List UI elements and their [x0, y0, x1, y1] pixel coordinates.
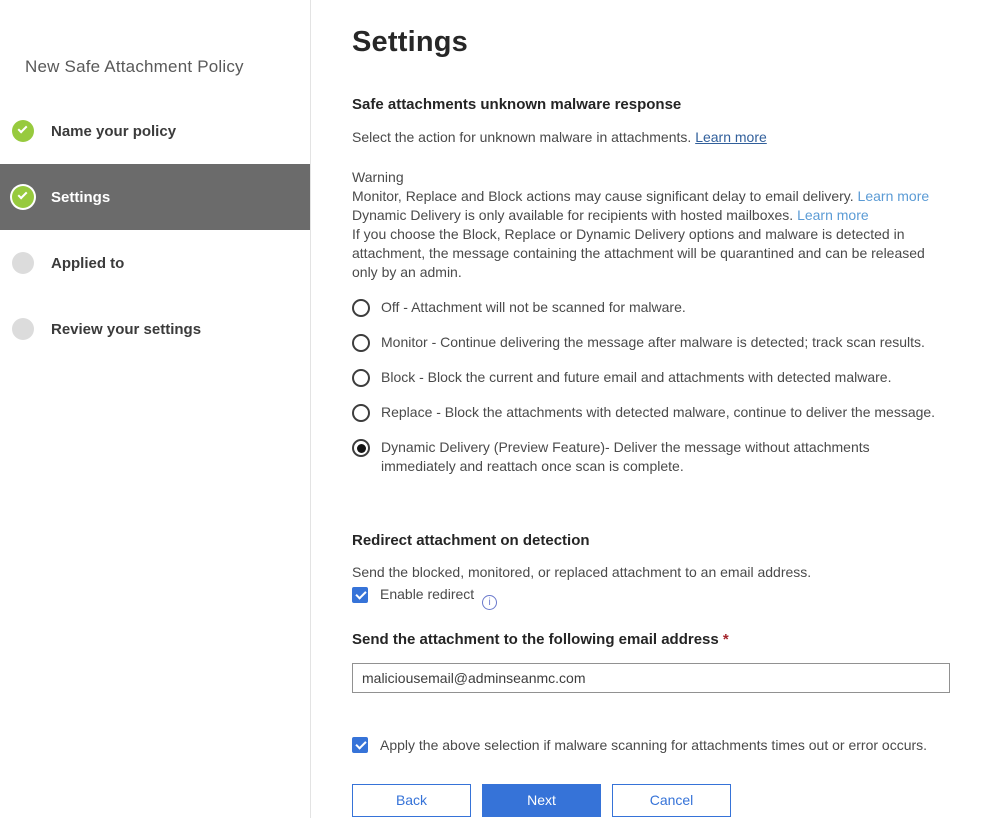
timeout-apply-label: Apply the above selection if malware scanning for attachments times out or error occurs.	[380, 736, 928, 753]
step-applied-to[interactable]	[0, 230, 310, 296]
radio-icon	[352, 439, 370, 457]
step-label: Review your settings	[51, 320, 202, 338]
step-complete-icon	[12, 186, 34, 208]
radio-label: Replace - Block the attachments with detected malware, continue to deliver the message.	[381, 404, 936, 420]
learn-more-link-intro[interactable]: Learn more	[695, 129, 767, 145]
required-marker: *	[722, 630, 729, 648]
redirect-heading: Redirect attachment on detection	[352, 532, 590, 549]
radio-dot	[357, 444, 366, 453]
step-name-your-policy[interactable]	[0, 98, 310, 164]
email-field-label: Send the attachment to the following email address *	[352, 630, 729, 648]
malware-response-heading: Safe attachments unknown malware response	[352, 96, 682, 113]
enable-redirect-checkbox[interactable]	[352, 586, 474, 603]
warning-line-hosted-mailboxes: Dynamic Delivery is only available for recipients with hosted mailboxes. Learn more	[352, 207, 869, 223]
wizard-steps-sidebar	[0, 0, 311, 818]
info-icon[interactable]: i	[482, 595, 497, 610]
wizard-title: New Safe Attachment Policy	[25, 57, 244, 76]
step-review-your-settings[interactable]	[0, 296, 310, 362]
radio-option-dynamic-delivery[interactable]	[352, 438, 950, 476]
warning-line-delay: Monitor, Replace and Block actions may cause significant delay to email delivery. Learn more	[352, 188, 930, 204]
radio-option-off[interactable]	[352, 298, 950, 317]
step-label: Settings	[51, 188, 111, 206]
radio-label: Block - Block the current and future email and attachments with detected malware.	[381, 369, 892, 385]
radio-option-replace[interactable]	[352, 403, 950, 422]
warning-line-quarantine: If you choose the Block, Replace or Dynamic Delivery options and malware is detected in attachment, the message containing the attachment will be quarantined and can be released only by an admin.	[352, 226, 925, 280]
redirect-email-input[interactable]	[352, 663, 950, 693]
enable-redirect-label: Enable redirect	[380, 586, 475, 602]
check-icon	[18, 190, 28, 200]
cancel-button[interactable]: Cancel	[612, 784, 731, 817]
radio-label: Dynamic Delivery (Preview Feature)- Deliver the message without attachments immediately and reattach once scan is complete.	[381, 439, 870, 474]
checkbox-icon	[352, 587, 368, 603]
redirect-description: Send the blocked, monitored, or replaced attachment to an email address.	[352, 564, 812, 580]
settings-step-content	[311, 0, 1000, 818]
malware-response-options	[352, 298, 950, 476]
step-label: Applied to	[51, 254, 125, 272]
radio-label: Off - Attachment will not be scanned for malware.	[381, 299, 686, 315]
next-button[interactable]: Next	[482, 784, 601, 817]
checkbox-icon	[352, 737, 368, 753]
radio-icon	[352, 404, 370, 422]
radio-icon	[352, 369, 370, 387]
radio-icon	[352, 334, 370, 352]
learn-more-link-delay[interactable]: Learn more	[857, 188, 930, 204]
warning-title: Warning	[352, 169, 404, 185]
step-complete-icon	[12, 120, 34, 142]
back-button[interactable]: Back	[352, 784, 471, 817]
radio-icon	[352, 299, 370, 317]
step-pending-icon	[12, 318, 34, 340]
step-label: Name your policy	[51, 122, 177, 140]
steps-list	[0, 98, 310, 362]
radio-label: Monitor - Continue delivering the message after malware is detected; track scan results.	[381, 334, 925, 350]
warning-block	[352, 168, 950, 282]
radio-option-block[interactable]	[352, 368, 950, 387]
radio-option-monitor[interactable]	[352, 333, 950, 352]
check-icon	[18, 124, 28, 134]
learn-more-link-hosted[interactable]: Learn more	[797, 207, 869, 223]
step-pending-icon	[12, 252, 34, 274]
malware-response-intro	[352, 128, 950, 147]
step-settings[interactable]	[0, 164, 310, 230]
enable-redirect-row	[352, 586, 950, 610]
timeout-apply-checkbox[interactable]	[352, 737, 950, 754]
page-title: Settings	[352, 26, 468, 58]
wizard-button-row	[352, 784, 950, 817]
intro-text: Select the action for unknown malware in attachments.	[352, 129, 692, 145]
